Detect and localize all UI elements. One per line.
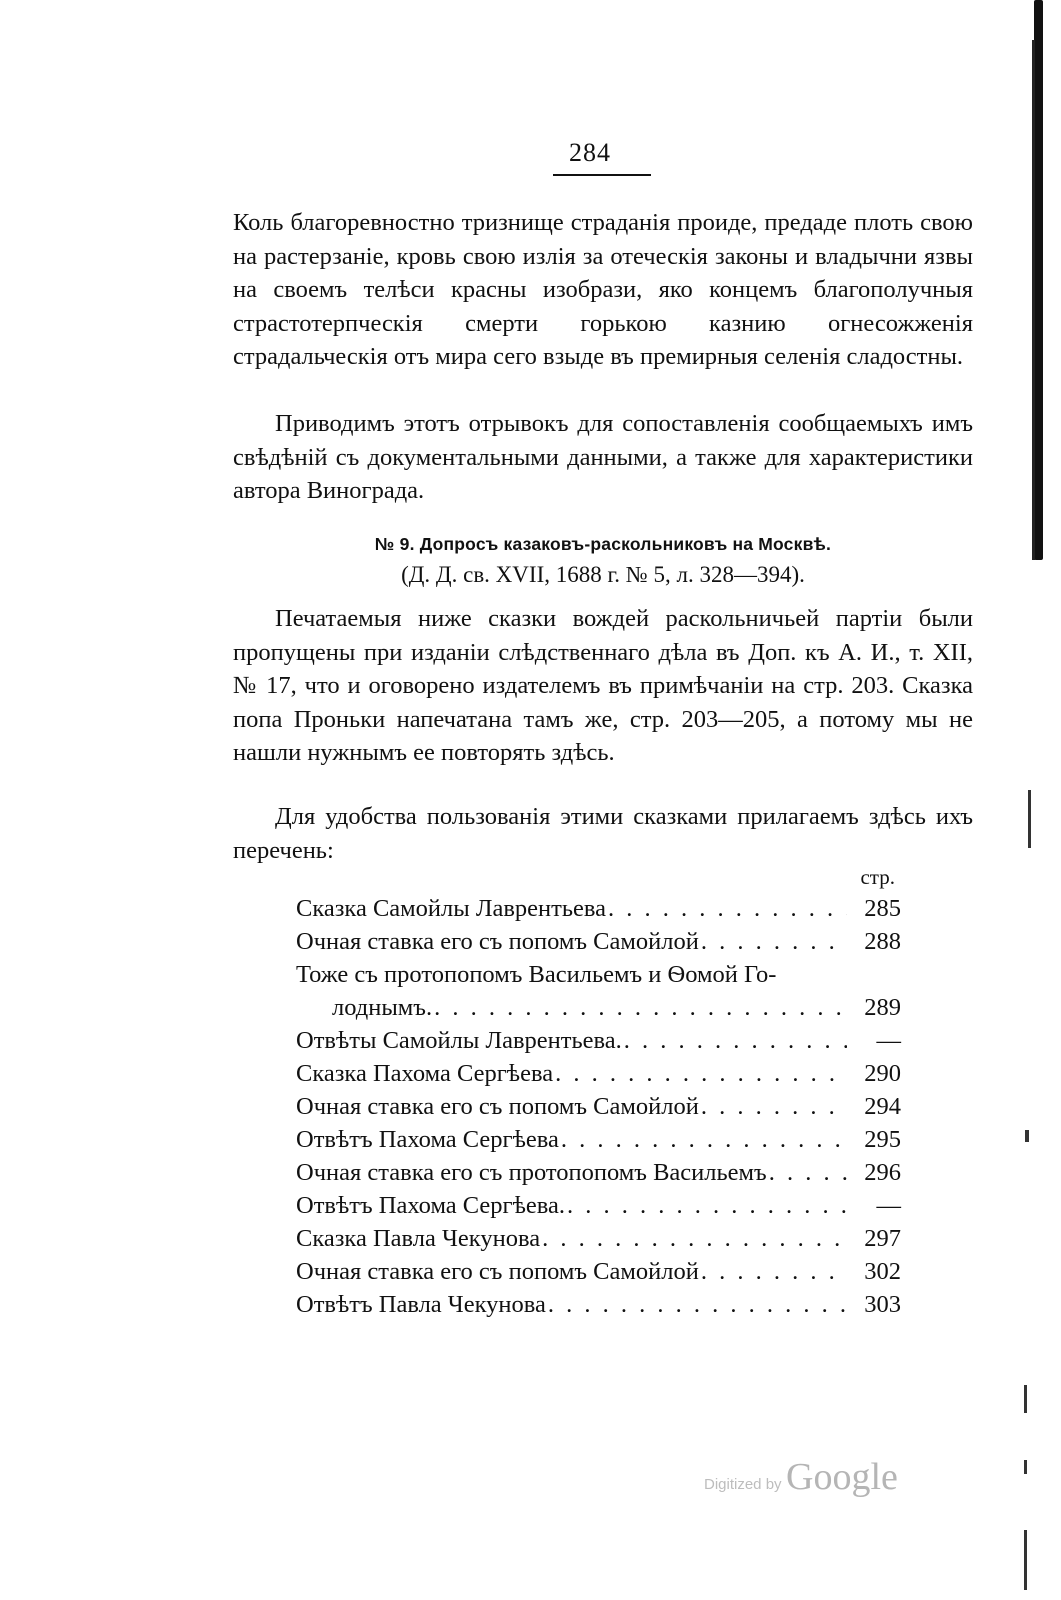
toc-leader-dots [555,1057,847,1090]
scan-mark [1024,1460,1027,1474]
toc-leader-dots [701,1090,847,1123]
scan-page-edge-inner [1032,40,1035,560]
document-heading: № 9. Допросъ казаковъ-раскольниковъ на Москвѣ. [374,534,832,554]
toc-item-label: Отвѣтъ Пахома Сергѣева [296,1126,559,1153]
toc-item-page: 303 [864,1291,901,1318]
scan-mark [1024,1385,1027,1413]
toc-leader-dots [548,1288,847,1321]
scan-mark [1028,790,1031,848]
toc-item-page: 289 [864,994,901,1021]
page-number: 284 [569,138,611,167]
toc-column-header: стр. [860,865,895,889]
toc-leader-dots [624,1024,847,1057]
scan-mark [1024,1530,1027,1590]
toc-item [296,1024,901,1057]
toc-item-page: — [876,1027,901,1054]
quote-paragraph: Коль благоревностно тризнище страданія проиде, предаде плоть свою на растерзаніе, кровь свою излія за отеческія законы и владычни язвы на своемъ телѣси красны изобрази, яко концемъ благополучныя страстотерпческія смерти горькою казнию огнесожженія страдальческія отъ мира сего взыде въ премирныя селенія сладостны. [233,209,973,370]
body-paragraph: Для удобства пользованія этими сказками прилагаемъ здѣсь ихъ перечень: [233,803,973,864]
toc-item-page: 288 [864,928,901,955]
toc-item-label: Очная ставка его съ попомъ Самойлой [296,928,699,955]
toc-item-label-continued: лоднымъ. [332,994,433,1021]
toc-leader-dots [561,1123,847,1156]
toc-item [296,1123,901,1156]
toc-item [296,1189,901,1222]
body-paragraph: Приводимъ этотъ отрывокъ для сопоставленія сообщаемыхъ имъ свѣдѣній съ документальными данными, а также для характеристики автора Винограда. [233,410,973,504]
toc-item [296,892,901,925]
body-paragraph: Печатаемыя ниже сказки вождей раскольничьей партіи были пропущены при изданіи слѣдственнаго дѣла въ Доп. къ А. И., т. XII, № 17, что и оговорено издателемъ въ примѣчаніи на стр. 203. Сказка попа Проньки напечатана тамъ же, стр. 203—205, а потому мы не нашли нужнымъ ее повторять здѣсь. [233,605,973,766]
toc-leader-dots [434,991,847,1024]
toc-item-page: 295 [864,1126,901,1153]
toc-item-page: 285 [864,895,901,922]
toc-leader-dots [542,1222,847,1255]
toc-item-page: 296 [864,1159,901,1186]
document-reference: (Д. Д. св. XVII, 1688 г. № 5, л. 328—394). [401,562,805,587]
toc-item [296,1288,901,1321]
scan-mark [1025,1130,1029,1142]
toc-item-label: Очная ставка его съ попомъ Самойлой [296,1258,699,1285]
toc-item-page: 302 [864,1258,901,1285]
toc-item-label: Сказка Пахома Сергѣева [296,1060,554,1087]
toc-leader-dots [769,1156,847,1189]
toc-item [296,925,901,958]
google-logo: Google [786,1456,898,1498]
digitized-watermark [704,1455,898,1499]
toc-item [296,1222,901,1255]
toc-item [296,1255,901,1288]
toc-item-label: Отвѣты Самойлы Лаврентьева. [296,1027,622,1054]
watermark-prefix: Digitized by [704,1476,782,1493]
scan-page-edge [1034,0,1043,560]
toc-leader-dots [701,1255,847,1288]
toc-item-page: 294 [864,1093,901,1120]
toc-item-label: Отвѣтъ Павла Чекунова [296,1291,546,1318]
page-number-rule [553,174,651,176]
toc-item [296,958,901,1024]
toc-item-label: Тоже съ протопопомъ Васильемъ и Ѳомой Го- [296,961,777,988]
toc-item [296,1156,901,1189]
toc-leader-dots [701,925,847,958]
table-of-contents [296,862,901,1321]
toc-item-page: 297 [864,1225,901,1252]
toc-item [296,1090,901,1123]
toc-item-page: — [876,1192,901,1219]
toc-item-page: 290 [864,1060,901,1087]
toc-item-label: Очная ставка его съ попомъ Самойлой [296,1093,699,1120]
toc-item-label: Отвѣтъ Пахома Сергѣева. [296,1192,566,1219]
toc-item-label: Сказка Самойлы Лаврентьева [296,895,607,922]
toc-item-label: Очная ставка его съ протопопомъ Васильемъ [296,1159,767,1186]
toc-leader-dots [608,892,847,925]
toc-item [296,1057,901,1090]
toc-item-label: Сказка Павла Чекунова [296,1225,541,1252]
toc-leader-dots [567,1189,847,1222]
